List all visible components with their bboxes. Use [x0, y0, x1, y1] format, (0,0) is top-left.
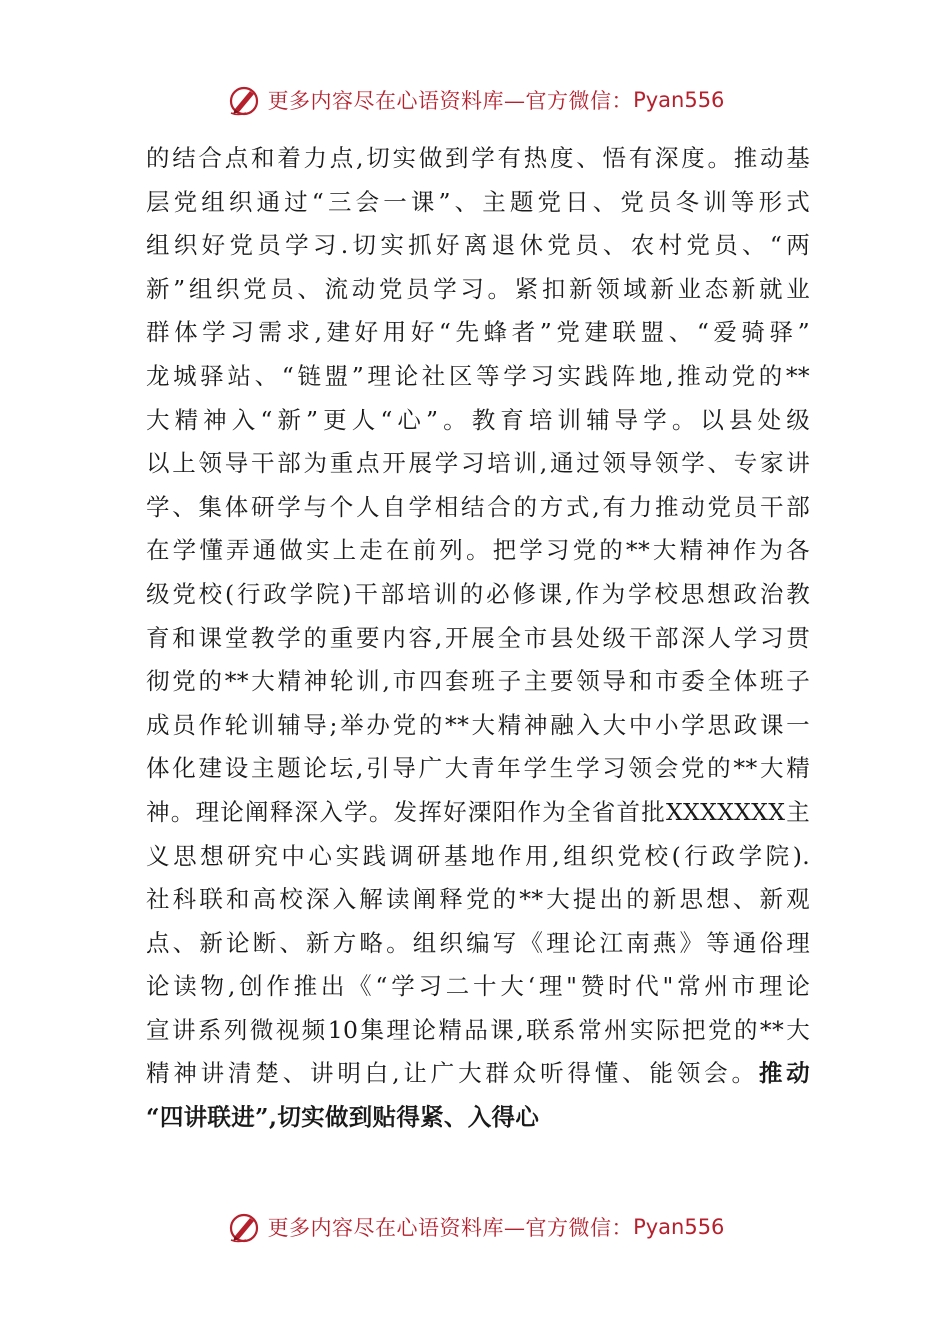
text-run: 级党校(行政学院)干部培训的必修课,作为学校思想政治教	[146, 579, 810, 608]
text-run: 以上领导干部为重点开展学习培训,通过领导领学、专家讲	[146, 449, 810, 478]
text-run: 在学懂弄通做实上走在前列。把学习党的**大精神作为各	[146, 536, 810, 565]
text-run: 学、集体研学与个人自学相结合的方式,有力推动党员干部	[146, 492, 810, 521]
text-line	[146, 878, 810, 922]
text-line	[146, 311, 810, 355]
text-line	[146, 747, 810, 791]
text-run: 的结合点和着力点,切实做到学有热度、悟有深度。推动基	[146, 144, 810, 172]
banner-text: 更多内容尽在心语资料库—官方微信：	[267, 1216, 634, 1240]
text-run: 大精神入“新”更人“心”。教育培训辅导学。以县处级	[146, 405, 810, 434]
banner-wechat-id: Pyan556	[633, 1215, 725, 1239]
text-run: 宣讲系列微视频10集理论精品课,联系常州实际把党的**大	[146, 1015, 810, 1044]
text-run: 龙城驿站、“链盟”理论社区等学习实践阵地,推动党的**	[146, 361, 810, 390]
text-line	[146, 137, 810, 181]
text-line	[146, 181, 810, 225]
text-run: 群体学习需求,建好用好“先蜂者”党建联盟、“爱骑驿”	[146, 318, 810, 347]
text-line	[146, 224, 810, 268]
text-run: 神。理论阐释深入学。发挥好溧阳作为全省首批XXXXXXX主	[146, 797, 810, 826]
text-line	[146, 922, 810, 966]
document-body	[146, 137, 810, 1140]
text-run: 组织好党员学习.切实抓好离退休党员、农村党员、“两	[146, 231, 810, 260]
pen-circle-logo-icon	[226, 82, 262, 118]
footer-watermark-banner	[0, 1207, 950, 1247]
text-line	[146, 442, 810, 486]
header-watermark-banner	[0, 80, 950, 120]
text-run: 层党组织通过“三会一课”、主题党日、党员冬训等形式	[146, 187, 810, 216]
text-line	[146, 1096, 810, 1140]
text-run: 精神讲清楚、讲明白,让广大群众听得懂、能领会。	[146, 1059, 759, 1088]
text-run: 彻党的**大精神轮训,市四套班子主要领导和市委全体班子	[146, 667, 810, 696]
text-run: 新”组织党员、流动党员学习。紧扣新领域新业态新就业	[146, 274, 810, 303]
text-line	[146, 660, 810, 704]
text-line	[146, 573, 810, 617]
banner-wechat-id: Pyan556	[633, 88, 725, 112]
text-run: 体化建设主题论坛,引导广大青年学生学习领会党的**大精	[146, 754, 810, 783]
banner-text: 更多内容尽在心语资料库—官方微信：	[267, 89, 634, 113]
text-line	[146, 529, 810, 573]
text-line	[146, 486, 810, 530]
text-line	[146, 268, 810, 312]
pen-circle-logo-icon	[226, 1209, 262, 1245]
text-line	[146, 791, 810, 835]
text-line	[146, 1052, 810, 1096]
text-run: 社科联和高校深入解读阐释党的**大提出的新思想、新观	[146, 885, 810, 914]
bold-text-run: “四讲联进”,切实做到贴得紧、入得心	[146, 1103, 540, 1132]
text-line	[146, 617, 810, 661]
text-run: 育和课堂教学的重要内容,开展全市县处级干部深人学习贯	[146, 623, 810, 652]
text-run: 成员作轮训辅导;举办党的**大精神融入大中小学思政课一	[146, 710, 810, 739]
bold-text-run: 推动	[758, 1059, 810, 1088]
text-line	[146, 399, 810, 443]
text-line	[146, 704, 810, 748]
text-line	[146, 355, 810, 399]
text-line	[146, 965, 810, 1009]
text-run: 义思想研究中心实践调研基地作用,组织党校(行政学院).	[146, 841, 810, 870]
text-run: 点、新论断、新方略。组织编写《理论江南燕》等通俗理	[146, 928, 810, 957]
text-line	[146, 1009, 810, 1053]
text-line	[146, 835, 810, 879]
text-run: 论读物,创作推出《“学习二十大‘理"赞时代"常州市理论	[146, 972, 810, 1001]
